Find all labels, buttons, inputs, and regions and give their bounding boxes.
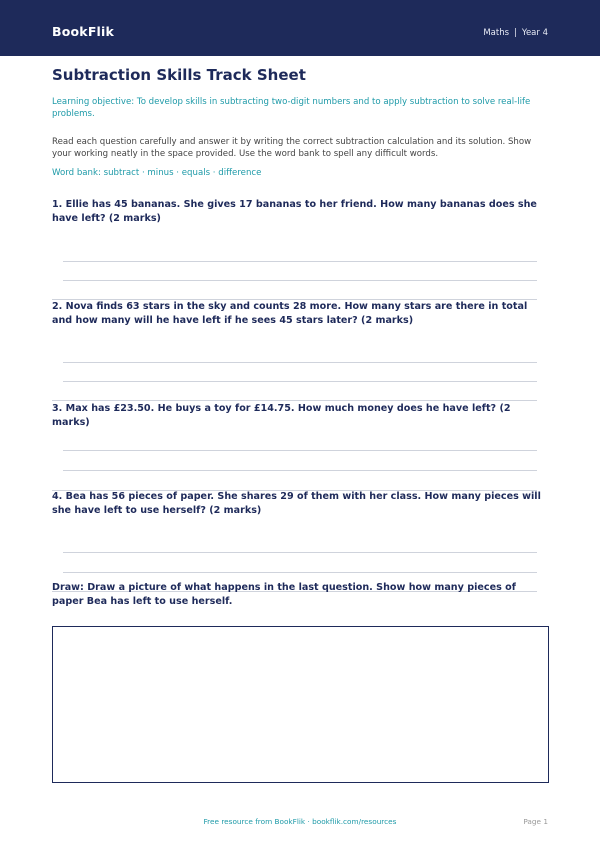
brand-logo: BookFlik xyxy=(52,24,115,39)
page-title: Subtraction Skills Track Sheet xyxy=(52,66,306,84)
footer-text: Free resource from BookFlik · bookflik.com/resources xyxy=(203,817,397,826)
subject-label: Maths xyxy=(483,28,510,38)
answer-line[interactable] xyxy=(63,572,537,573)
answer-line[interactable] xyxy=(63,470,537,471)
header-meta xyxy=(483,28,548,38)
answer-line[interactable] xyxy=(63,362,537,363)
question-3: 3. Max has £23.50. He buys a toy for £14.75. How much money does he have left? (2 marks) xyxy=(52,403,511,428)
answer-line[interactable] xyxy=(63,280,537,281)
answer-line[interactable] xyxy=(63,381,537,382)
word-bank: Word bank: subtract · minus · equals · difference xyxy=(52,168,262,178)
question-2: 2. Nova finds 63 stars in the sky and counts 28 more. How many stars are there in total and how many will he have left if he sees 45 stars later? (2 marks) xyxy=(52,301,528,326)
header-bar xyxy=(0,0,600,56)
learning-objective: Learning objective: To develop skills in subtracting two-digit numbers and to apply subtraction to solve real-life problems. xyxy=(52,97,531,119)
year-label: Year 4 xyxy=(521,28,548,38)
question-4: 4. Bea has 56 pieces of paper. She shares 29 of them with her class. How many pieces will she have left to use herself? (2 marks) xyxy=(52,491,541,516)
draw-prompt: Draw: Draw a picture of what happens in the last question. Show how many pieces of paper Bea has left to use herself. xyxy=(52,582,516,607)
answer-line[interactable] xyxy=(63,261,537,262)
page-number: Page 1 xyxy=(523,817,548,826)
section-divider xyxy=(52,400,537,401)
drawing-area[interactable] xyxy=(52,626,549,783)
answer-line[interactable] xyxy=(63,552,537,553)
question-1: 1. Ellie has 45 bananas. She gives 17 bananas to her friend. How many bananas does she have left? (2 marks) xyxy=(52,199,537,224)
header-separator: | xyxy=(514,28,517,38)
instructions: Read each question carefully and answer it by writing the correct subtraction calculation and its solution. Show your working neatly in the space provided. Use the word bank to spell any difficult words. xyxy=(52,137,532,159)
answer-line[interactable] xyxy=(63,450,537,451)
